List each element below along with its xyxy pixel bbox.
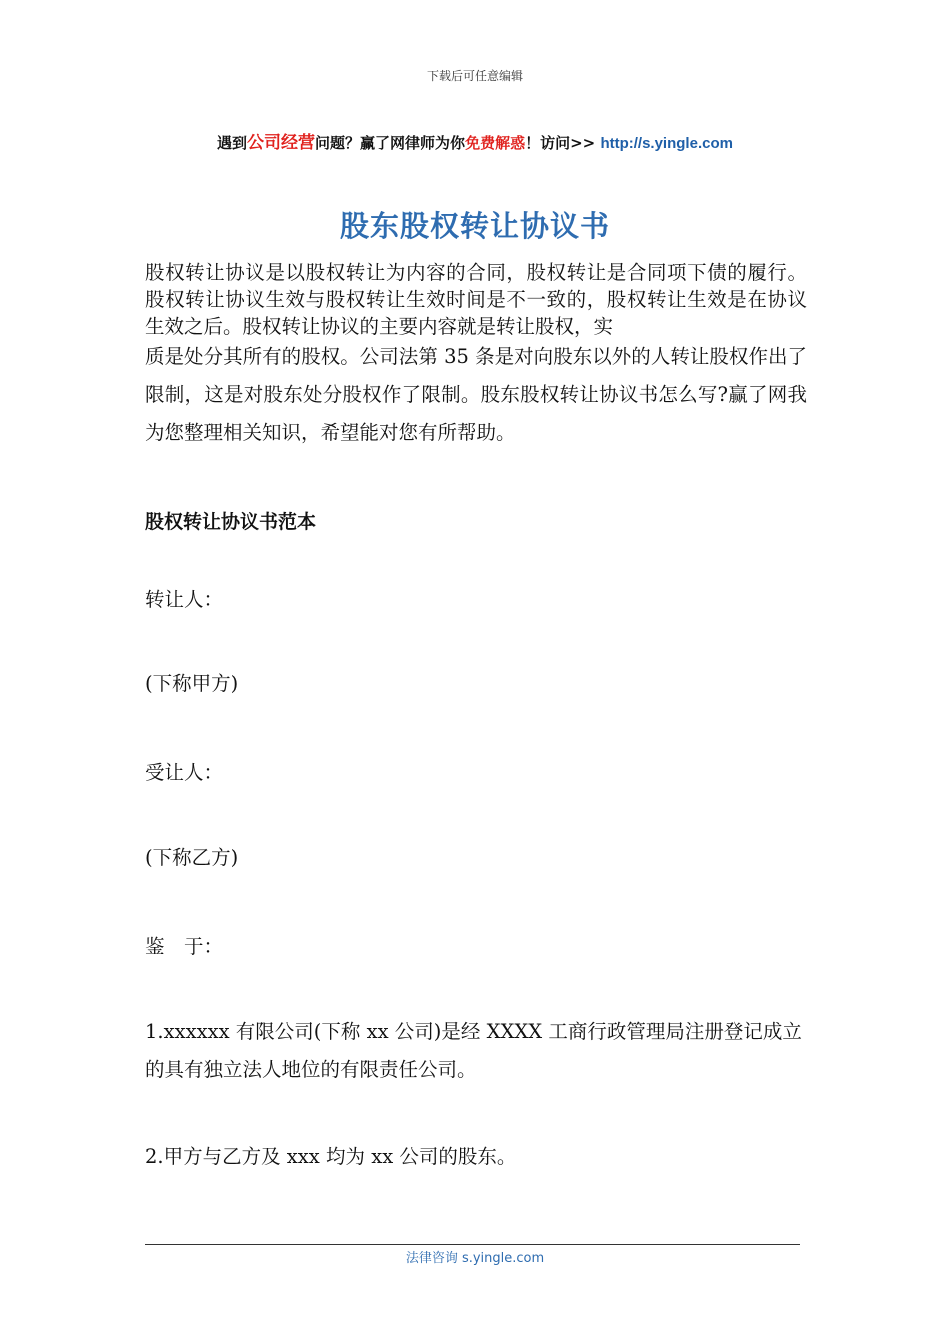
intro-paragraph: [145, 259, 807, 452]
intro-text: 股权转让协议是以股权转让为内容的合同，股权转让是合同项下债的履行。股权转让协议生效与股权转让生效时间是不一致的，股权转让生效是在协议生效之后。股权转让协议的主要内容就是转让股权，实: [145, 261, 807, 338]
section-heading: 股权转让协议书范本: [145, 511, 317, 533]
whereas-label: 鉴 于：: [145, 935, 224, 958]
promo-link[interactable]: http://s.yingle.com: [600, 135, 733, 152]
party-b-note: (下称乙方): [145, 846, 239, 869]
footer-text: 法律咨询 s.yingle.com: [405, 1251, 545, 1266]
clause-2: 2.甲方与乙方及 xxx 均为 xx 公司的股东。: [145, 1145, 517, 1168]
promo-text-2: 问题？赢了网律师为你: [315, 134, 466, 152]
header-note: 下载后可任意编辑: [426, 69, 523, 83]
document-title: 股东股权转让协议书: [339, 209, 610, 243]
promo-highlight-business: 公司经营: [247, 133, 316, 153]
intro-text-continued: 质是处分其所有的股权。公司法第 35 条是对向股东以外的人转让股权作出了限制，这是对股东处分股权作了限制。股东股权转让协议书怎么写?赢了网我为您整理相关知识，希望能对您有所帮助。: [145, 345, 807, 444]
transferee-label: 受让人：: [145, 761, 224, 784]
footer-divider: [145, 1244, 800, 1245]
transferor-label: 转让人：: [145, 588, 224, 611]
promo-highlight-free: 免费解惑: [465, 134, 526, 152]
promo-text-3: ！访问>>: [525, 134, 601, 152]
promo-banner: [0, 128, 950, 153]
promo-text-1: 遇到: [217, 134, 248, 152]
party-a-note: (下称甲方): [145, 672, 239, 695]
clause-1: 1.xxxxxx 有限公司(下称 xx 公司)是经 XXXX 工商行政管理局注册登记成立的具有独立法人地位的有限责任公司。: [145, 1020, 802, 1081]
